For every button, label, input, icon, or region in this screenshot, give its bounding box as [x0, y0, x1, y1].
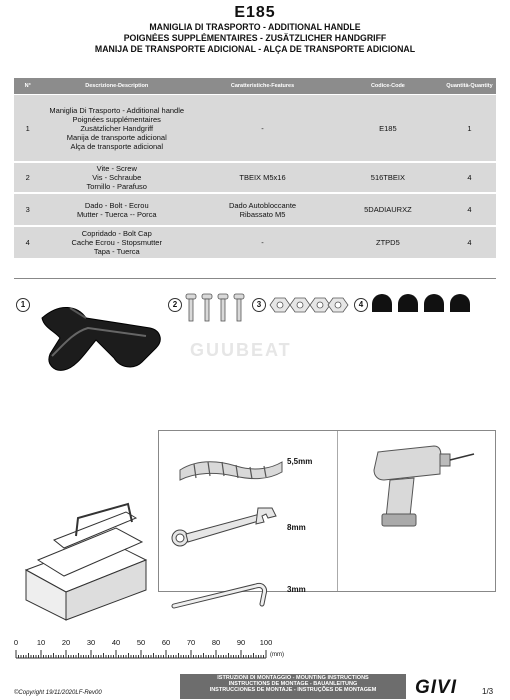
row-num: 3 — [14, 193, 41, 226]
row-qty: 1 — [443, 95, 496, 163]
row-num: 2 — [14, 162, 41, 193]
ruler-mark: 60 — [161, 638, 171, 647]
row-qty: 4 — [443, 162, 496, 193]
ruler-unit: (mm) — [270, 652, 284, 658]
desc-line: Zusätzlicher Handgriff — [80, 123, 154, 133]
col-code: Codice-Code — [333, 78, 443, 95]
ruler-mark: 100 — [259, 638, 273, 647]
handle-illustration — [30, 288, 170, 388]
drill-illustration — [370, 440, 480, 530]
row-description — [41, 226, 192, 259]
row-num: 4 — [14, 226, 41, 259]
desc-line: Vis - Schraube — [92, 173, 142, 182]
tools-divider — [337, 431, 338, 591]
wrench-size-label: 8mm — [287, 523, 306, 532]
table-row — [14, 226, 496, 259]
feature-line: Ribassato M5 — [239, 209, 286, 219]
col-qty: Quantità-Quantity — [443, 78, 496, 95]
col-features: Caratteristiche-Features — [192, 78, 333, 95]
desc-line: Cache Ecrou - Stopsmutter — [71, 238, 162, 247]
nuts-illustration — [268, 296, 350, 314]
instructions-line: ISTRUZIONI DI MONTAGGIO - MOUNTING INSTRUCTIONS — [217, 675, 369, 681]
footer — [0, 674, 510, 700]
row-code: 5DADIAURXZ — [333, 193, 443, 226]
ruler-mark: 30 — [86, 638, 96, 647]
desc-line: Mutter - Tuerca -- Porca — [76, 209, 157, 219]
feature-line: TBEIX M5x16 — [239, 173, 286, 182]
screws-illustration — [184, 292, 250, 324]
desc-line: Vite - Screw — [96, 164, 137, 173]
row-qty: 4 — [443, 226, 496, 259]
table-row — [14, 162, 496, 193]
wrench-illustration — [168, 504, 280, 548]
ruler-mark: 50 — [136, 638, 146, 647]
ruler-mark: 90 — [236, 638, 246, 647]
feature-line: - — [261, 123, 264, 133]
callout-3: 3 — [252, 298, 266, 312]
row-features — [192, 95, 333, 163]
callout-1: 1 — [16, 298, 30, 312]
desc-line: Manija de transporte adicional — [66, 132, 167, 142]
instructions-line: INSTRUCTIONS DE MONTAGE - BAUANLEITUNG — [228, 681, 358, 687]
row-code: ZTPD5 — [333, 226, 443, 259]
ruler-mark: 10 — [36, 638, 46, 647]
ruler-mark: 40 — [111, 638, 121, 647]
hex-keys-illustration — [176, 456, 286, 482]
divider — [14, 278, 496, 279]
col-description: Descrizione-Description — [41, 78, 192, 95]
ruler-mark: 20 — [61, 638, 71, 647]
row-description — [41, 193, 192, 226]
desc-line: Alça de transporte adicional — [70, 141, 164, 151]
row-num: 1 — [14, 95, 41, 163]
instructions-banner — [180, 674, 406, 699]
bolt-caps-illustration — [370, 292, 476, 316]
row-features — [192, 162, 333, 193]
row-qty: 4 — [443, 193, 496, 226]
toolbox-illustration — [16, 500, 156, 630]
feature-line: - — [261, 238, 264, 247]
row-description — [41, 95, 192, 163]
desc-line: Dado - Bolt - Ecrou — [84, 200, 149, 210]
allen-key-illustration — [170, 576, 282, 612]
row-code: E185 — [333, 95, 443, 163]
ruler-ticks — [14, 648, 274, 660]
table-row — [14, 193, 496, 226]
scale-ruler — [13, 638, 284, 662]
table-row — [14, 95, 496, 163]
row-features — [192, 193, 333, 226]
col-num: N° — [14, 78, 41, 95]
desc-line: Poignées supplémentaires — [72, 114, 161, 124]
callout-2: 2 — [168, 298, 182, 312]
brand-logo: GIVI — [415, 677, 458, 698]
product-code: E185 — [234, 4, 276, 21]
allen-key-size-label: 3mm — [287, 585, 306, 594]
desc-line: Tornillo - Parafuso — [86, 182, 147, 191]
callout-4: 4 — [354, 298, 368, 312]
instructions-line: INSTRUCCIONES DE MONTAJE - INSTRUÇÕES DE MONTAGEM — [209, 687, 377, 693]
document-header — [0, 4, 510, 55]
title-line-3: MANIJA DE TRANSPORTE ADICIONAL - ALÇA DE TRANSPORTE ADICIONAL — [94, 44, 416, 55]
desc-line: Maniglia Di Trasporto - Additional handle — [49, 105, 185, 115]
title-line-1: MANIGLIA DI TRASPORTO - ADDITIONAL HANDLE — [149, 22, 361, 33]
ruler-mark: 0 — [13, 638, 19, 647]
row-description — [41, 162, 192, 193]
ruler-mark: 80 — [211, 638, 221, 647]
ruler-mark: 70 — [186, 638, 196, 647]
desc-line: Tapa - Tuerca — [93, 247, 140, 256]
title-line-2: POIGNÉES SUPPLÉMENTAIRES - ZUSÄTZLICHER HANDGRIFF — [123, 33, 387, 44]
watermark: GUUBEAT — [190, 340, 292, 360]
hex-key-size-label: 5,5mm — [287, 457, 313, 466]
row-code: 516TBEIX — [333, 162, 443, 193]
table-header-row — [14, 78, 496, 95]
page-number: 1/3 — [482, 687, 494, 696]
copyright: ©Copyright 19/11/2020LF-Rev00 — [14, 690, 102, 696]
row-features — [192, 226, 333, 259]
desc-line: Copridado - Bolt Cap — [81, 229, 152, 238]
feature-line: Dado Autobloccante — [228, 200, 297, 210]
parts-table — [14, 78, 496, 260]
